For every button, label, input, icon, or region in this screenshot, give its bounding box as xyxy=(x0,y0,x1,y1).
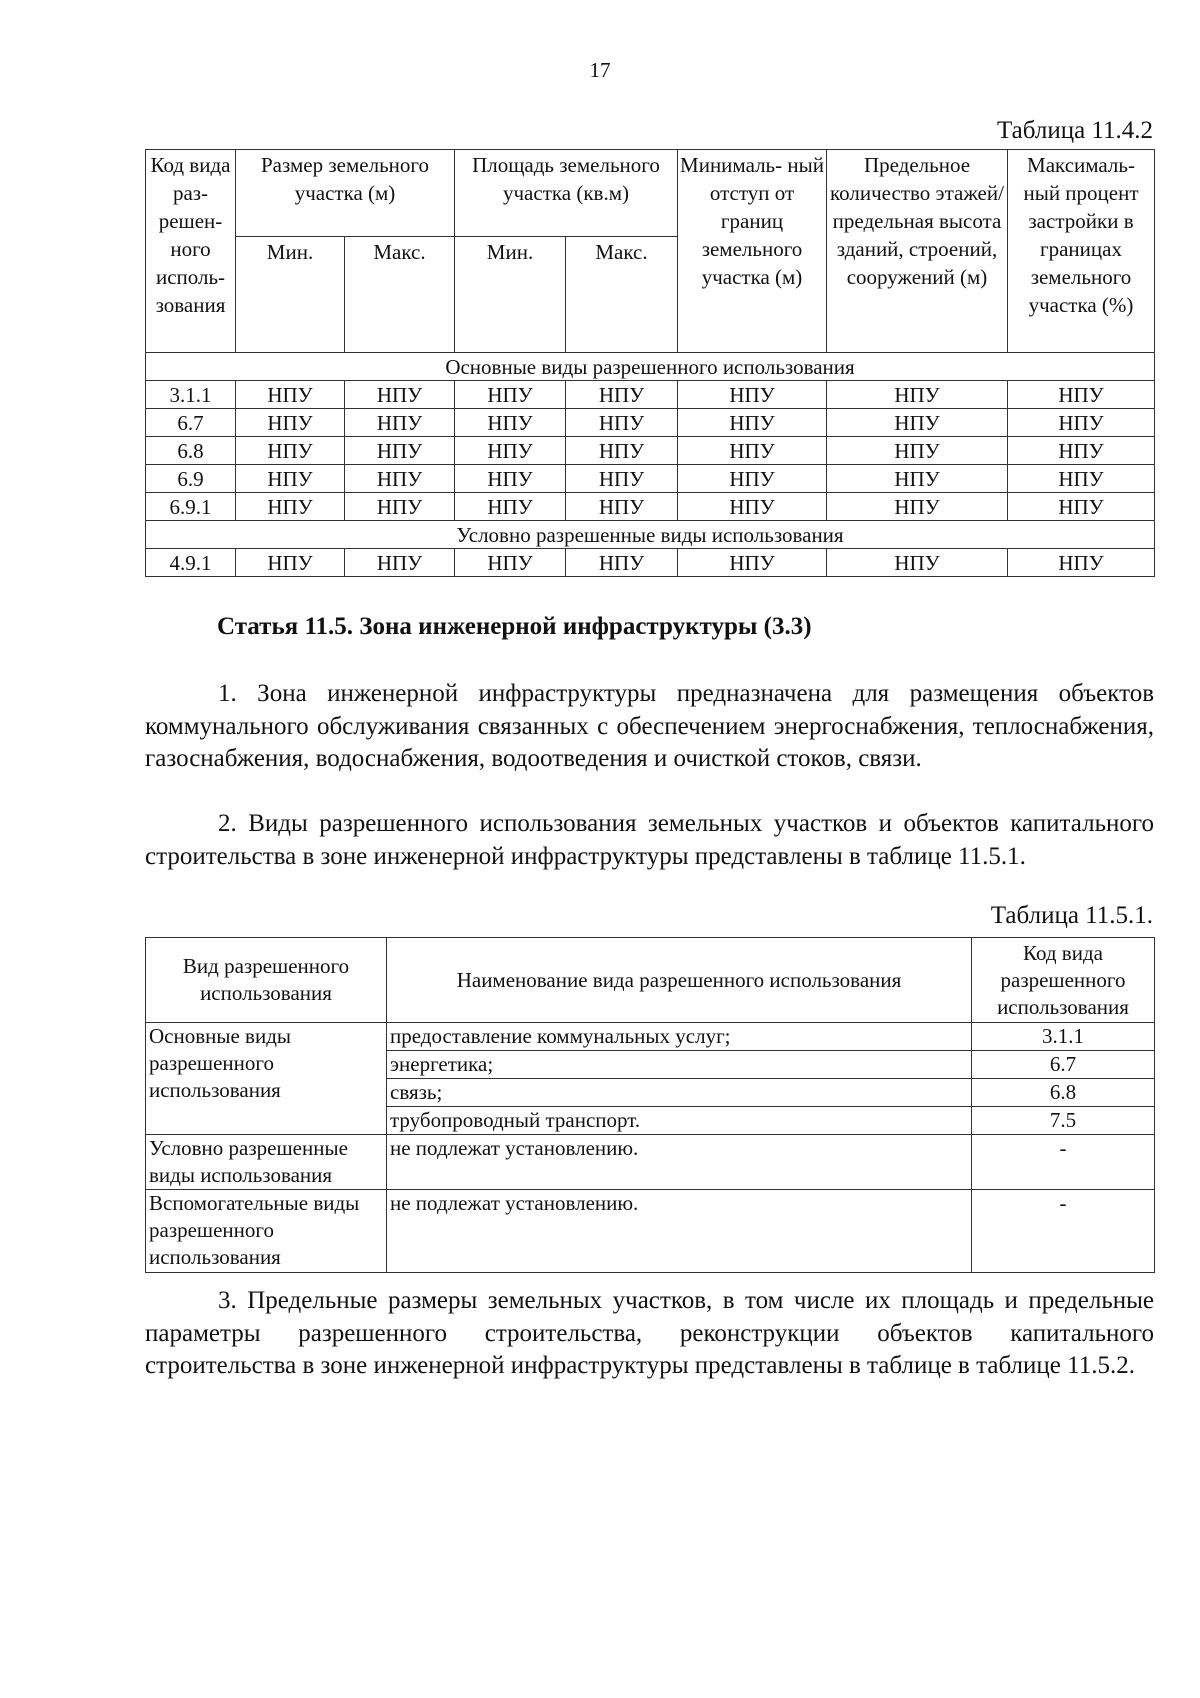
article-heading: Статья 11.5. Зона инженерной инфраструктуры (3.3) xyxy=(217,613,812,640)
row-code: 6.8 xyxy=(146,437,236,465)
row-value: НПУ xyxy=(455,493,566,521)
header-area: Площадь земельного участка (кв.м) xyxy=(455,150,678,237)
row-value: НПУ xyxy=(827,437,1008,465)
row-value: НПУ xyxy=(236,493,345,521)
row-value: НПУ xyxy=(827,409,1008,437)
row-value: НПУ xyxy=(566,493,678,521)
kind-name: не подлежат установлению. xyxy=(387,1135,972,1190)
kind-code: 3.1.1 xyxy=(972,1023,1155,1051)
row-value: НПУ xyxy=(345,493,455,521)
table-11-5-1 xyxy=(145,937,1155,1273)
kind-code: 7.5 xyxy=(972,1107,1155,1135)
row-value: НПУ xyxy=(236,465,345,493)
row-value: НПУ xyxy=(345,465,455,493)
header-size-min: Мин. xyxy=(236,237,345,353)
row-value: НПУ xyxy=(455,437,566,465)
row-value: НПУ xyxy=(455,465,566,493)
kind-name: трубопроводный транспорт. xyxy=(387,1107,972,1135)
row-value: НПУ xyxy=(827,549,1008,577)
header-code: Код вида раз- решен- ного исполь- зования xyxy=(146,150,236,353)
row-value: НПУ xyxy=(827,381,1008,409)
header-floors: Предельное количество этажей/ предельная высота зданий, строений, сооружений (м) xyxy=(827,150,1008,353)
header-kind: Вид разрешенного использования xyxy=(146,938,387,1023)
row-value: НПУ xyxy=(566,381,678,409)
row-value: НПУ xyxy=(1008,549,1155,577)
table-caption: Таблица 11.5.1. xyxy=(990,902,1153,929)
paragraph-3: 3. Предельные размеры земельных участков, в том числе их площадь и предельные параметры разрешенного строительства, реконструкции объектов капитального строительства в зоне инженерной инфраструктуры представлены в таблице в таблице 11.5.2. xyxy=(145,1287,1154,1379)
paragraph-2: 2. Виды разрешенного использования земельных участков и объектов капитального строительства в зоне инженерной инфраструктуры представлены в таблице 11.5.1. xyxy=(145,810,1154,870)
header-size-max: Макс. xyxy=(345,237,455,353)
kind-name: связь; xyxy=(387,1079,972,1107)
row-value: НПУ xyxy=(455,549,566,577)
row-value: НПУ xyxy=(236,437,345,465)
table-row xyxy=(146,381,1155,409)
row-value: НПУ xyxy=(678,381,827,409)
row-value: НПУ xyxy=(678,409,827,437)
row-value: НПУ xyxy=(678,549,827,577)
paragraph-1: 1. Зона инженерной инфраструктуры предназначена для размещения объектов коммунального обслуживания связанных с обеспечением энергоснабжения, теплоснабжения, газоснабжения, водоснабжения, водоотведения и очисткой стоков, связи. xyxy=(145,680,1154,772)
conditional-kind-label: Условно разрешенные виды использования xyxy=(146,1135,387,1190)
group-main-label: Основные виды разрешенного использования xyxy=(146,353,1155,381)
row-value: НПУ xyxy=(455,409,566,437)
table-caption: Таблица 11.4.2 xyxy=(997,117,1153,144)
row-code: 4.9.1 xyxy=(146,549,236,577)
row-value: НПУ xyxy=(827,465,1008,493)
row-value: НПУ xyxy=(345,381,455,409)
row-value: НПУ xyxy=(345,437,455,465)
group-conditional-label: Условно разрешенные виды использования xyxy=(146,521,1155,549)
table-11-4-2 xyxy=(145,149,1155,577)
table-row xyxy=(146,493,1155,521)
kind-code: 6.7 xyxy=(972,1051,1155,1079)
row-value: НПУ xyxy=(678,465,827,493)
row-value: НПУ xyxy=(566,409,678,437)
row-value: НПУ xyxy=(1008,437,1155,465)
kind-code: - xyxy=(972,1135,1155,1190)
row-code: 6.9 xyxy=(146,465,236,493)
row-value: НПУ xyxy=(236,549,345,577)
row-value: НПУ xyxy=(566,437,678,465)
header-coverage: Максималь- ный процент застройки в границах земельного участка (%) xyxy=(1008,150,1155,353)
row-value: НПУ xyxy=(678,493,827,521)
auxiliary-kind-label: Вспомогательные виды разрешенного использования xyxy=(146,1190,387,1273)
kind-code: 6.8 xyxy=(972,1079,1155,1107)
main-kind-label: Основные виды разрешенного использования xyxy=(146,1023,387,1135)
row-value: НПУ xyxy=(1008,493,1155,521)
row-value: НПУ xyxy=(827,493,1008,521)
row-value: НПУ xyxy=(1008,409,1155,437)
row-code: 6.7 xyxy=(146,409,236,437)
table-row xyxy=(146,437,1155,465)
table-row xyxy=(146,409,1155,437)
header-area-min: Мин. xyxy=(455,237,566,353)
header-setback: Минималь- ный отступ от границ земельного участка (м) xyxy=(678,150,827,353)
row-value: НПУ xyxy=(236,381,345,409)
row-value: НПУ xyxy=(678,437,827,465)
row-value: НПУ xyxy=(345,549,455,577)
table-row xyxy=(146,549,1155,577)
kind-name: предоставление коммунальных услуг; xyxy=(387,1023,972,1051)
header-code: Код вида разрешенного использования xyxy=(972,938,1155,1023)
header-name: Наименование вида разрешенного использования xyxy=(387,938,972,1023)
row-code: 3.1.1 xyxy=(146,381,236,409)
row-value: НПУ xyxy=(566,465,678,493)
page-number: 17 xyxy=(589,58,611,82)
row-code: 6.9.1 xyxy=(146,493,236,521)
row-value: НПУ xyxy=(1008,465,1155,493)
row-value: НПУ xyxy=(1008,381,1155,409)
kind-code: - xyxy=(972,1190,1155,1273)
row-value: НПУ xyxy=(455,381,566,409)
row-value: НПУ xyxy=(236,409,345,437)
table-row xyxy=(146,465,1155,493)
header-size: Размер земельного участка (м) xyxy=(236,150,455,237)
kind-name: не подлежат установлению. xyxy=(387,1190,972,1273)
kind-name: энергетика; xyxy=(387,1051,972,1079)
row-value: НПУ xyxy=(345,409,455,437)
header-area-max: Макс. xyxy=(566,237,678,353)
row-value: НПУ xyxy=(566,549,678,577)
